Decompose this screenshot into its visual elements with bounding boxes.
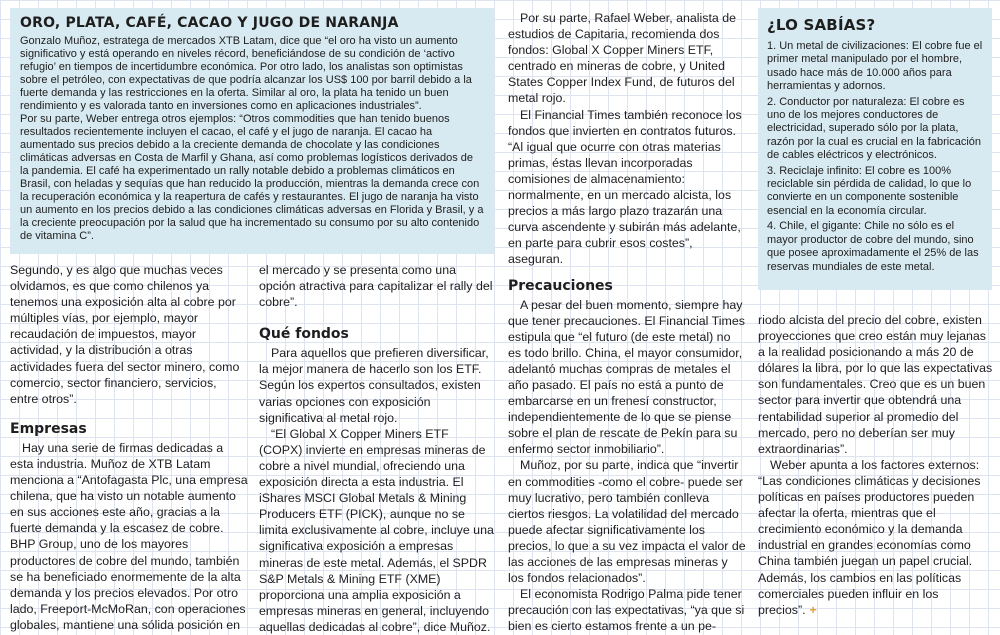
article-paragraph: El Financial Times también reconoce los fondos que invierten en contratos futuros. “Al igual que ocurre con otras materias primas, éstas llevan incorporadas comisiones de almacenamiento: normalmente, en un mercado alcista, los precios a más largo plazo trazarán una curva ascendente y subirán más adelante, en parte para cubrir esos costes”, aseguran. [508,107,742,267]
sidebar-title: ORO, PLATA, CAFÉ, CACAO Y JUGO DE NARANJA [20,15,399,31]
end-mark-icon: + [809,602,817,617]
section-heading-precauciones: Precauciones [508,277,613,294]
article-paragraph: A pesar del buen momento, siempre hay que tener precauciones. El Financial Times estipula que “el futuro (de este metal) no es todo brillo. China, el mayor consumidor, adelantó muchas compras de metales el año pasado. El país no está a punto de embarcarse en un frenesí constructor, independientemente de lo que se piense sobre el plan de rescate de Pekín para su enfermo sector inmobiliario”. [508,297,745,457]
article-column-4 [758,312,994,618]
article-column-2 [259,262,495,635]
article-paragraph: Hay una serie de firmas dedicadas a esta industria. Muñoz de XTB Latam menciona a “Antofagasta Plc, una empresa chilena, que ha visto un notable aumento en sus acciones este año, gracias a la fuerte demanda y la escasez de cobre. BHP Group, uno de los mayores productores de cobre del mundo, también se ha beneficiado enormemente de la alta demanda y los precios elevados. Por otro lado, Freeport-McMoRan, con operaciones globales, mantiene una sólida posición en [10,440,248,632]
sidebar-paragraph: Gonzalo Muñoz, estratega de mercados XTB Latam, dice que “el oro ha visto un aumento significativo y está operando en niveles récord, beneficiándose de su condición de ‘activo refugio’ en tiempos de incertidumbre económica. Por otro lado, los analistas son optimistas sobre el petróleo, con expectativas de que podría alcanzar los US$ 100 por barril debido a la fuerte demanda y las restricciones en la oferta. Similar al oro, la plata ha tenido un buen rendimiento y es valorada tanto en inversiones como en aplicaciones industriales”. [20,35,472,112]
article-paragraph-text: Weber apunta a los factores externos: “Las condiciones climáticas y decisiones políticas en países productores pueden afectar la oferta, mientras que el crecimiento económico y la demanda industrial en grandes economías como China también juegan un papel crucial. Además, los cambios en las políticas comerciales pueden influir en los precios”. [758,457,981,617]
article-paragraph: Para aquellos que prefieren diversificar, la mejor manera de hacerlo son los ETF. Según los expertos consultados, existen varias opciones con exposición significativa al metal rojo. [259,346,489,425]
article-paragraph: El economista Rodrigo Palma pide tener precaución con las expectativas, “ya que si bien es cierto estamos frente a un pe- [508,587,745,634]
sidebar-lo-sabias [758,8,992,290]
fact-item: 3. Reciclaje infinito: El cobre es 100% reciclable sin pérdida de calidad, lo que lo convierte en un componente sostenible esencial en la economía circular. [767,164,972,217]
article-paragraph [758,457,994,618]
article-column-3 [508,10,746,634]
article-paragraph: “El Global X Copper Miners ETF (COPX) invierte en empresas mineras de cobre a nivel mundial, ofreciendo una exposición directa a esta industria. El iShares MSCI Global Metals & Mining Producers ETF (PICK), aunque no se limita exclusivamente al cobre, incluye una significativa exposición a empresas mineras de este metal. Además, el SPDR S&P Metals & Mining ETF (XME) proporciona una amplia exposición a empresas mineras en general, incluyendo aquellas dedicadas al cobre”, dice Muñoz. [259,426,494,634]
fact-item: 2. Conductor por naturaleza: El cobre es uno de los mejores conductores de electricidad, superado sólo por la plata, razón por la cual es crucial en la fabricación de cables eléctricos y electrónicos. [767,95,982,162]
article-column-1 [10,262,248,633]
section-heading-que-fondos: Qué fondos [259,326,349,343]
article-paragraph: el mercado y se presenta como una opción atractiva para capitalizar el rally del cobre”. [259,263,493,310]
fact-item: 1. Un metal de civilizaciones: El cobre fue el primer metal manipulado por el hombre, usado hace más de 10.000 años para herramientas y adornos. [767,40,983,93]
sidebar-oro-plata [10,8,494,254]
sidebar-paragraph: Por su parte, Weber entrega otros ejemplos: “Otros commodities que han tenido buenos resultados recientemente incluyen el cacao, el café y el jugo de naranja. El cacao ha aumentado sus precios debido a la creciente demanda de chocolate y las condiciones climáticas adversas en Costa de Marfil y Ghana, así como problemas logísticos derivados de la pandemia. El café ha experimentado un rally notable debido a problemas climáticos en Brasil, con heladas y sequías que han reducido la producción, mientras la demanda crece con la recuperación económica y la reapertura de cafés y restaurantes. El jugo de naranja ha visto un aumento en los precios debido a las condiciones climáticas adversas en Florida y Brasil, y a la creciente preocupación por la salud que ha incrementado su consumo por su alto contenido de vitamina C”. [20,113,484,242]
sidebar-title: ¿LO SABÍAS? [767,16,876,34]
section-heading-empresas: Empresas [10,420,87,437]
fact-list [767,40,983,274]
fact-item: 4. Chile, el gigante: Chile no sólo es el mayor productor de cobre del mundo, sino que posee aproximadamente el 25% de las reservas mundiales de este metal. [767,220,979,273]
article-paragraph: Segundo, y es algo que muchas veces olvidamos, es que como chilenos ya tenemos una exposición alta al cobre por múltiples vías, por ejemplo, mayor recaudación de impuestos, mayor actividad, y la distribución a otras actividades fuera del sector minero, como comercio, sector financiero, servicios, entre otros”. [10,263,240,406]
article-paragraph: riodo alcista del precio del cobre, existen proyecciones que creo están muy lejanas a la realidad posicionando a más 20 de dólares la libra, por lo que las expectativas son fundamentales. Creo que es un buen sector para invertir que obtendrá una rentabilidad superior al promedio del mercado, pero no deberían ser muy extraordinarias”. [758,313,993,456]
article-paragraph: Muñoz, por su parte, indica que “invertir en commodities -como el cobre- puede ser muy lucrativo, pero también conlleva ciertos riesgos. La volatilidad del mercado puede afectar significativamente los precios, lo que a su vez impacta el valor de las acciones de las empresas mineras y los fondos relacionados”. [508,458,746,586]
article-paragraph: Por su parte, Rafael Weber, analista de estudios de Capitaria, recomienda dos fondos: Global X Copper Miners ETF, centrado en mineras de cobre, y United States Copper Index Fund, de futuros del metal rojo. [508,11,737,106]
